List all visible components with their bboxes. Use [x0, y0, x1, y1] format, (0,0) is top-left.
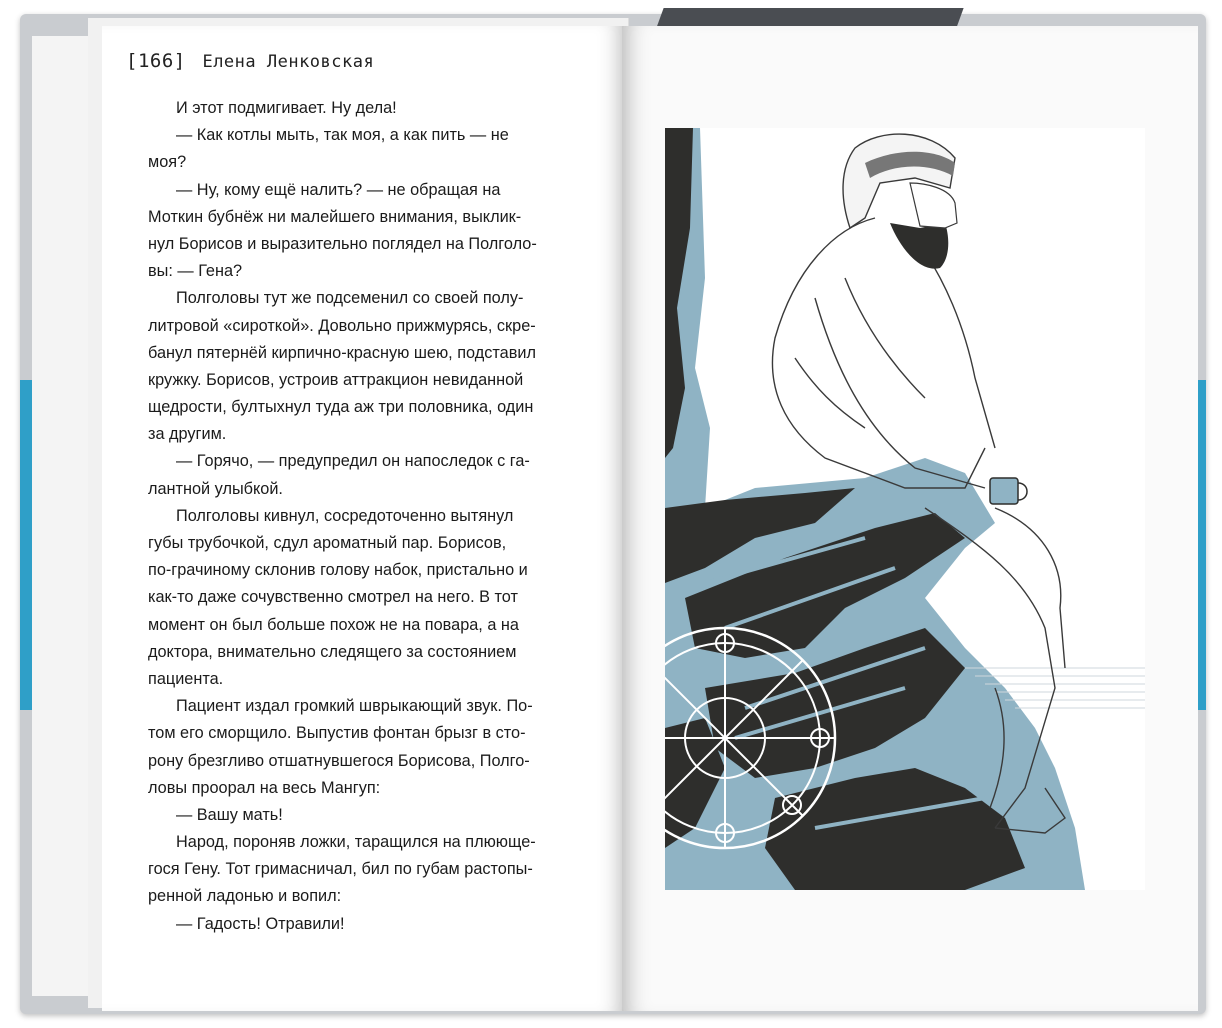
cover-dark-stripe [656, 8, 963, 28]
text-line: пациента. [148, 669, 224, 688]
author-name: Елена Ленковская [202, 52, 375, 72]
text-line: вы: — Гена? [148, 262, 243, 281]
text-line: за другим. [148, 425, 227, 444]
text-line: губы трубочкой, сдул ароматный пар. Борисов, [148, 534, 507, 552]
text-line: рону брезгливо отшатнувшегося Борисова, Полго- [148, 751, 530, 770]
text-line: — Горячо, — предупредил он напоследок с га- [176, 452, 530, 471]
text-line: как-то даже сочувственно смотрел на него. В тот [148, 588, 518, 607]
text-line: — Как котлы мыть, так моя, а как пить — не [176, 126, 509, 145]
text-line: Полголовы тут же подсеменил со своей полу- [176, 289, 524, 308]
text-line: ренной ладонью и вопил: [148, 887, 342, 906]
text-line: Народ, пороняв ложки, таращился на плююще- [176, 833, 536, 852]
mug [990, 478, 1027, 504]
beard [890, 223, 948, 269]
illustration-art [665, 128, 1145, 890]
text-line: гося Гену. Тот гримасничал, бил по губам растопы- [148, 860, 533, 879]
text-line: нул Борисов и выразительно поглядел на Полголо- [148, 234, 537, 253]
text-line: том его сморщило. Выпустив фонтан брызг в сто- [148, 724, 526, 743]
text-line: банул пятернёй кирпично-красную шею, подставил [148, 343, 536, 362]
text-line: момент он был больше похож не на повара, а на [148, 615, 519, 634]
text-line: кружку. Борисов, устроив аттракцион невиданной [148, 370, 524, 389]
illustration [665, 128, 1145, 890]
text-line: щедрости, бултыхнул туда аж три половника, один [148, 398, 534, 417]
text-line: лантной улыбкой. [148, 479, 283, 498]
text-line: — Вашу мать! [176, 805, 283, 824]
page-number: [166] [126, 50, 186, 72]
text-line: доктора, внимательно следящего за состоянием [148, 642, 517, 661]
face [910, 183, 957, 228]
text-line: по-грачиному склонив голову набок, пристально и [148, 561, 528, 580]
text-line: Пациент издал громкий шврыкающий звук. По- [176, 697, 533, 716]
page-text [148, 95, 568, 938]
text-line: Полголовы кивнул, сосредоточенно вытянул [176, 506, 514, 525]
text-line: И этот подмигивает. Ну дела! [176, 99, 397, 117]
text-line: Моткин бубнёж ни малейшего внимания, выклик- [148, 207, 522, 226]
text-line: ловы проорал на весь Мангуп: [148, 778, 381, 797]
text-line: — Гадость! Отравили! [176, 914, 345, 933]
running-head [126, 50, 374, 72]
text-line: моя? [148, 153, 187, 172]
text-line: литровой «сироткой». Довольно прижмурясь, скре- [148, 316, 536, 335]
text-line: — Ну, кому ещё налить? — не обращая на [176, 180, 501, 199]
